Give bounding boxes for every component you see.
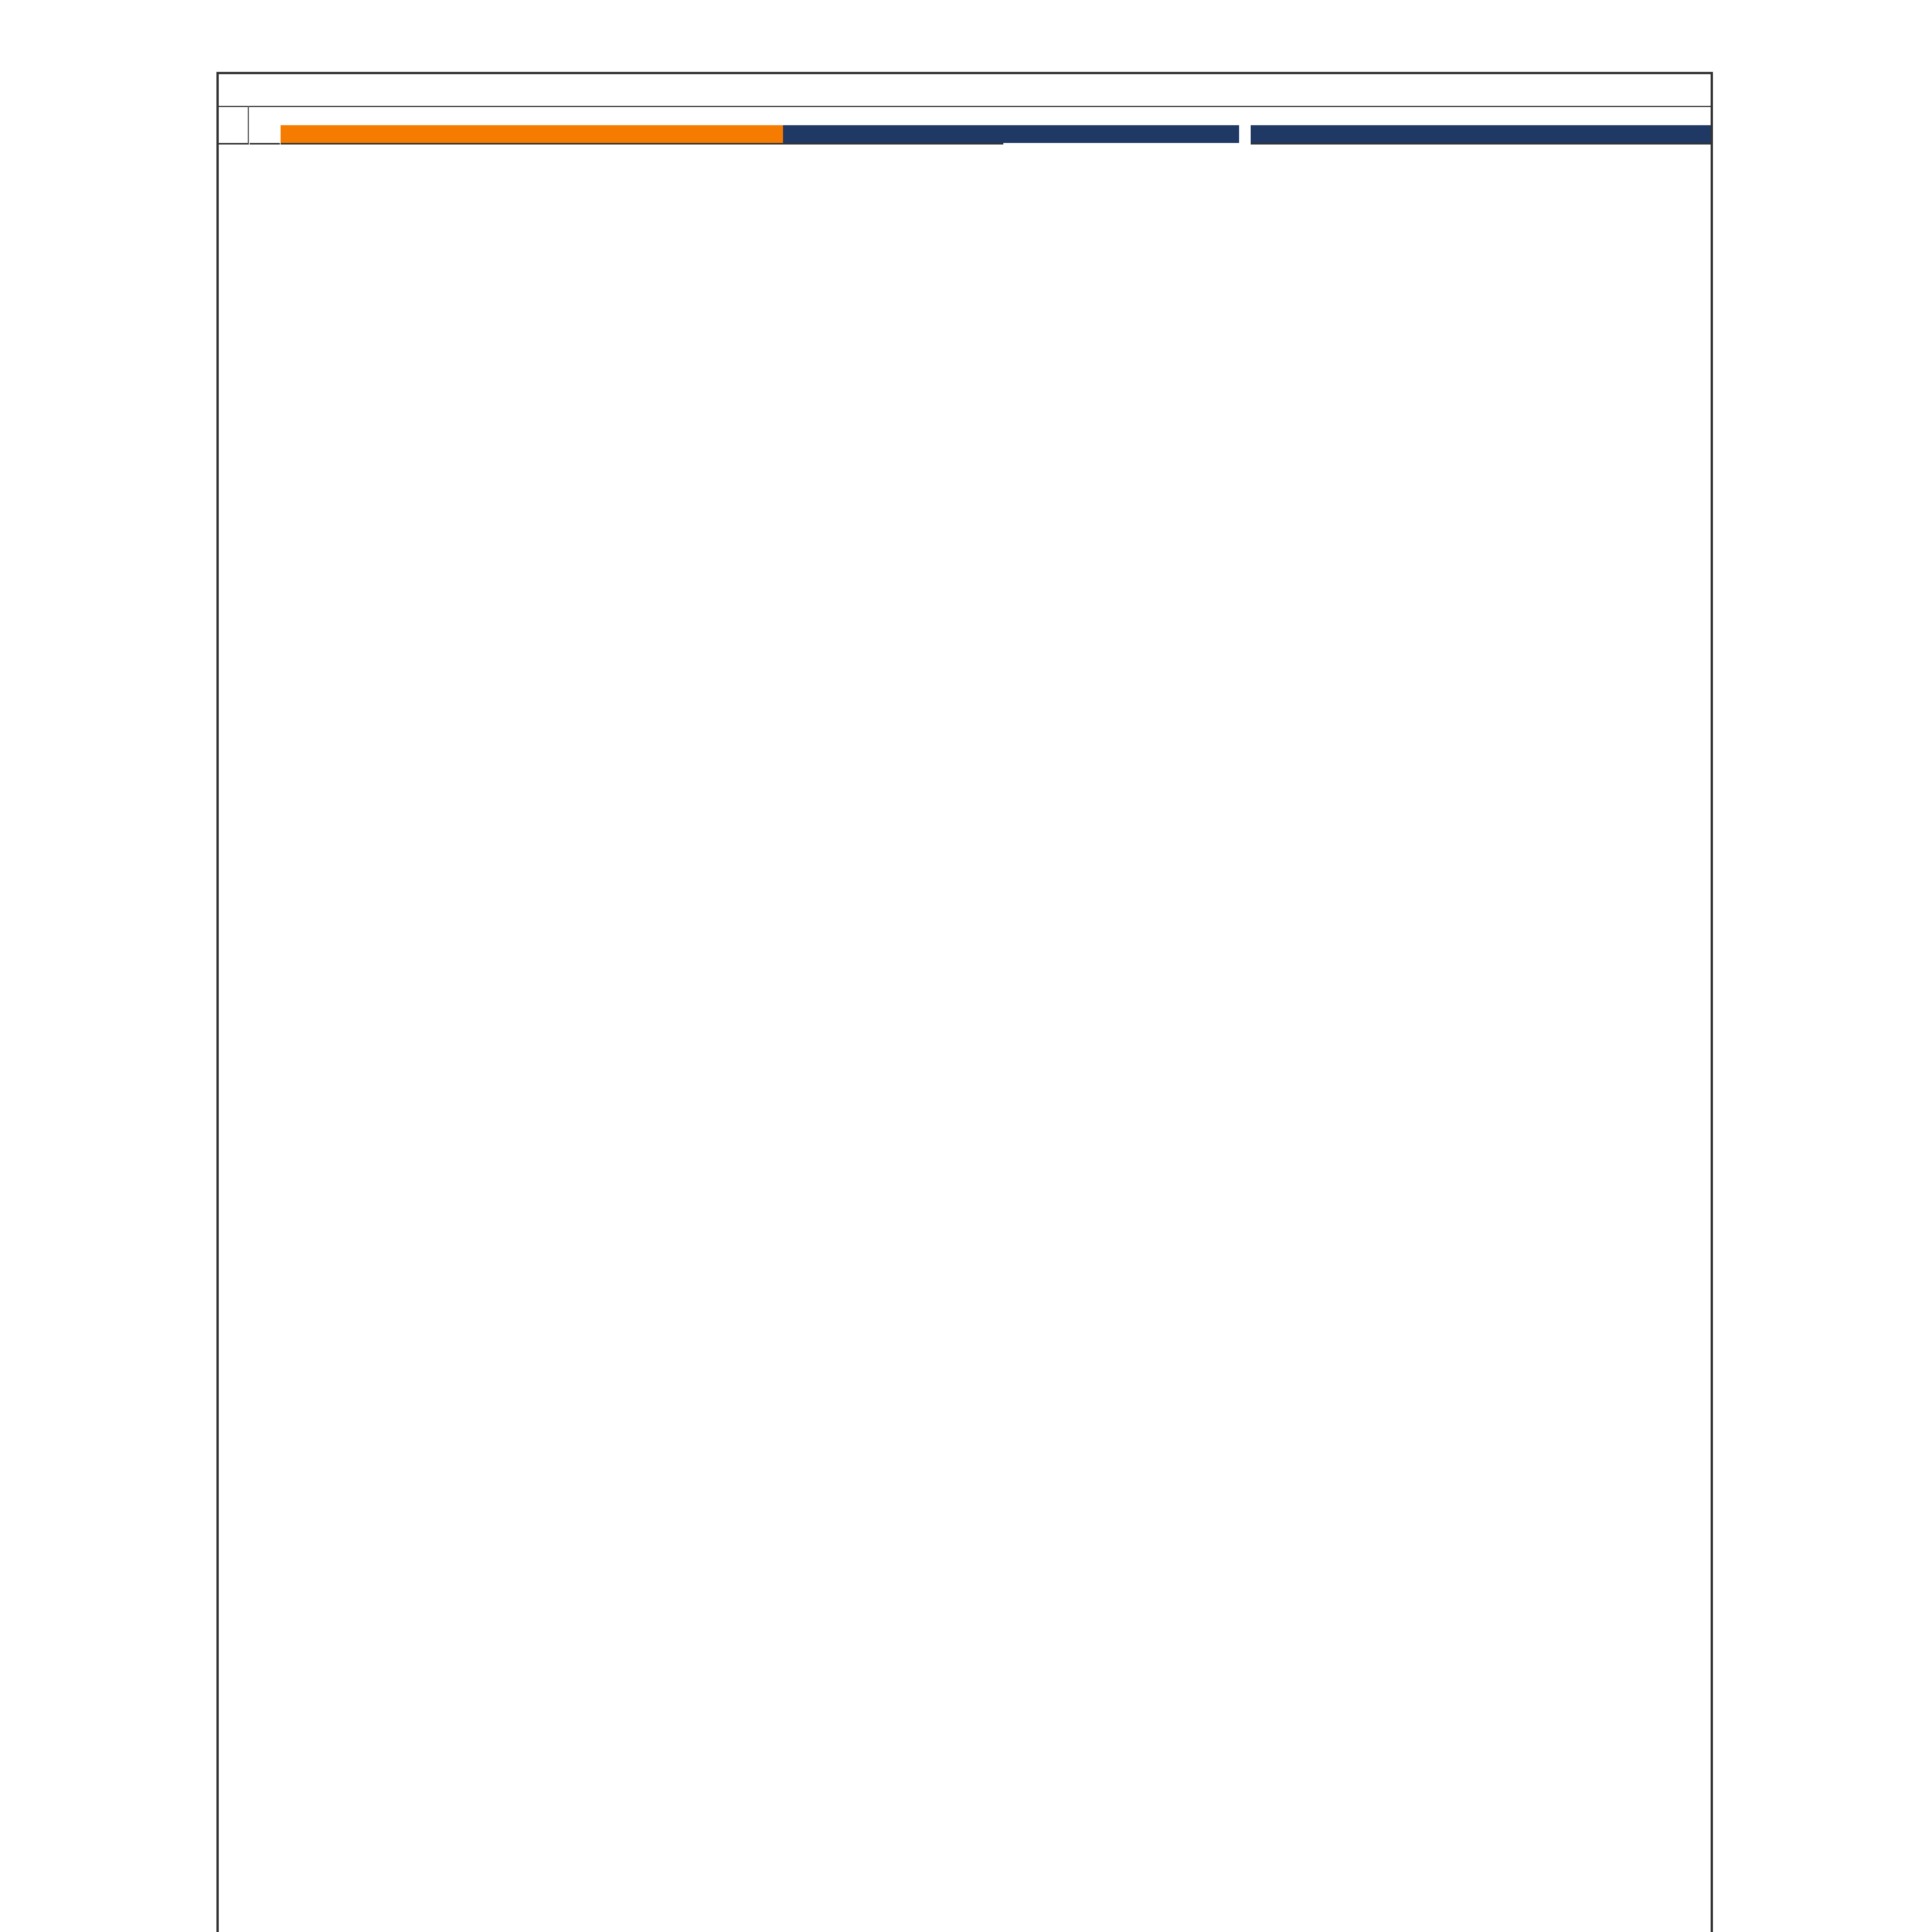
day-header	[219, 106, 249, 145]
unofficial-header	[1251, 106, 1711, 145]
league-header-bar	[783, 125, 1239, 143]
unofficial-header-bar	[1251, 125, 1711, 143]
weekday-header	[250, 106, 280, 145]
official-header	[281, 106, 1003, 145]
tournament-header-bar	[281, 125, 783, 143]
page-title	[219, 74, 1711, 107]
schedule-sheet	[216, 72, 1713, 1932]
